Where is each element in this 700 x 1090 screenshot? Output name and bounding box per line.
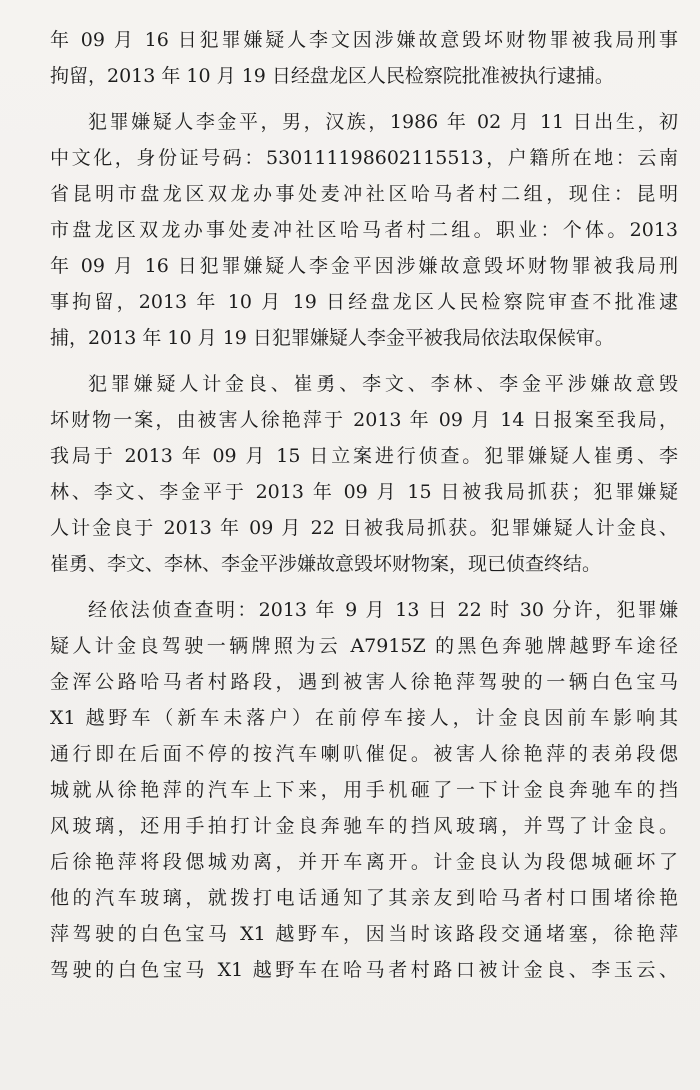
text-line: 我局于 2013 年 09 月 15 日立案进行侦查。犯罪嫌疑人崔勇、李 [50,445,678,467]
text-line: 驾驶的白色宝马 X1 越野车在哈马者村路口被计金良、李玉云、 [50,959,678,981]
text-line: 犯罪嫌疑人计金良、崔勇、李文、李林、李金平涉嫌故意毁 [88,373,678,395]
text-line: 崔勇、李文、李林、李金平涉嫌故意毁坏财物案，现已侦查终结。 [50,553,602,575]
text-line: 他的汽车玻璃，就拨打电话通知了其亲友到哈马者村口围堵徐艳 [50,887,678,909]
text-line: 市盘龙区双龙办事处麦冲社区哈马者村二组。职业：个体。2013 [50,219,678,241]
text-line: 中文化，身份证号码：530111198602115513，户籍所在地：云南 [50,147,678,169]
text-line: 事拘留，2013 年 10 月 19 日经盘龙区人民检察院审查不批准逮 [50,291,678,313]
text-line: 金浑公路哈马者村路段，遇到被害人徐艳萍驾驶的一辆白色宝马 [50,671,678,693]
text-line: 林、李文、李金平于 2013 年 09 月 15 日被我局抓获；犯罪嫌疑 [50,481,678,503]
text-line: 萍驾驶的白色宝马 X1 越野车，因当时该路段交通堵塞，徐艳萍 [50,923,678,945]
text-line: 经依法侦查查明：2013 年 9 月 13 日 22 时 30 分许，犯罪嫌 [88,599,678,621]
text-line: 捕，2013 年 10 月 19 日犯罪嫌疑人李金平被我局依法取保候审。 [50,327,614,349]
text-line: 年 09 月 16 日犯罪嫌疑人李金平因涉嫌故意毁坏财物罪被我局刑 [50,255,678,277]
document-body [50,22,678,988]
text-line: 风玻璃，还用手拍打计金良奔驰车的挡风玻璃，并骂了计金良。 [50,815,678,837]
paragraph-detention-li-wen [50,22,678,94]
text-line: 省昆明市盘龙区双龙办事处麦冲社区哈马者村二组，现住：昆明 [50,183,678,205]
text-line: 拘留，2013 年 10 月 19 日经盘龙区人民检察院批准被执行逮捕。 [50,65,614,87]
text-line: X1 越野车（新车未落户）在前停车接人，计金良因前车影响其 [50,707,678,729]
text-line: 犯罪嫌疑人李金平，男，汉族，1986 年 02 月 11 日出生，初 [88,111,678,133]
text-line: 城就从徐艳萍的汽车上下来，用手机砸了一下计金良奔驰车的挡 [50,779,678,801]
text-line: 通行即在后面不停的按汽车喇叭催促。被害人徐艳萍的表弟段偲 [50,743,678,765]
text-line: 坏财物一案，由被害人徐艳萍于 2013 年 09 月 14 日报案至我局， [50,409,678,431]
paragraph-suspect-li-jinping [50,104,678,356]
text-line: 后徐艳萍将段偲城劝离，并开车离开。计金良认为段偲城砸坏了 [50,851,678,873]
paragraph-investigation-facts [50,592,678,988]
text-line: 疑人计金良驾驶一辆牌照为云 A7915Z 的黑色奔驰牌越野车途径 [50,635,678,657]
paragraph-case-summary [50,366,678,582]
text-line: 人计金良于 2013 年 09 月 22 日被我局抓获。犯罪嫌疑人计金良、 [50,517,678,539]
text-line: 年 09 月 16 日犯罪嫌疑人李文因涉嫌故意毁坏财物罪被我局刑事 [50,29,678,51]
